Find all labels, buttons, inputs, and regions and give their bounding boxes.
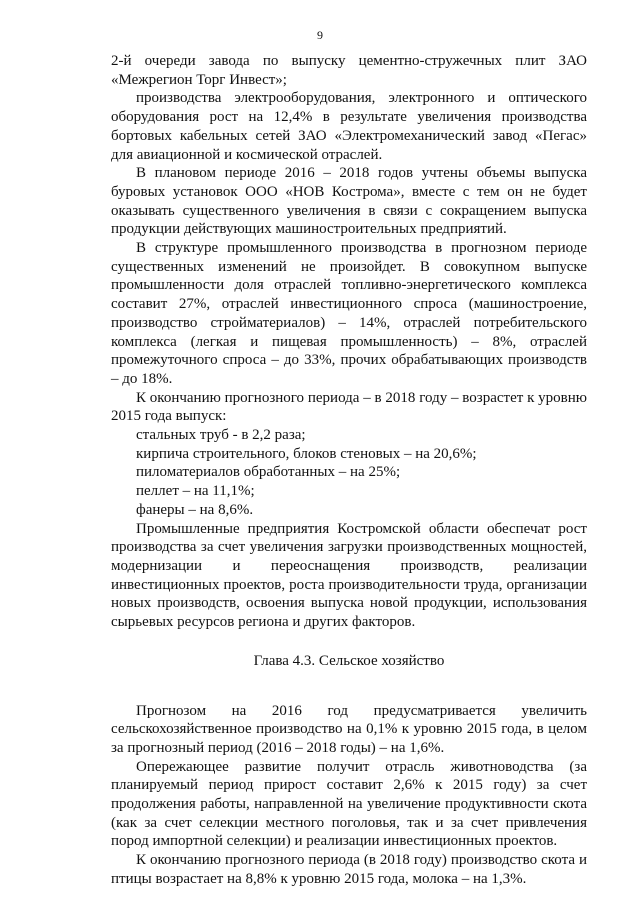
paragraph-end-period: К окончанию прогнозного периода (в 2018 году) производство скота и птицы возрастает на 8,8% к уровню 2015 года, молока – на 1,3%.	[111, 852, 587, 887]
paragraph-planning-period: В плановом периоде 2016 – 2018 годов учтены объемы выпуска буровых установок ООО «НОВ Кострома», вместе с тем он не будет оказывать существенного увеличения в связи с сокращением выпуска продукции действующих машиностроительных предприятий.	[111, 165, 587, 238]
list-item: кирпича строительного, блоков стеновых – на 20,6%;	[136, 445, 477, 462]
paragraph-continuation: 2-й очереди завода по выпуску цементно-стружечных плит ЗАО «Межрегион Торг Инвест»;	[111, 53, 587, 88]
list-item: пеллет – на 11,1%;	[136, 483, 255, 500]
list-item: фанеры – на 8,6%.	[136, 501, 254, 518]
page-number: 9	[317, 28, 323, 42]
paragraph-structure: В структуре промышленного производства в прогнозном периоде существенных изменений не произойдет. В совокупном выпуске промышленности доля отраслей топливно-энергетического комплекса составит 27%, отраслей инвестиционного спроса (машиностроение, производство стройматериалов) – 14%, отраслей потребительского комплекса (легкая и пищевая промышленность) – 8%, отраслей промежуточного спроса – до 33%, прочих обрабатывающих производств – до 18%.	[111, 240, 587, 387]
paragraph-output-intro: К окончанию прогнозного периода – в 2018 году – возрастет к уровню 2015 года выпуск:	[111, 389, 587, 425]
paragraph-forecast: Прогнозом на 2016 год предусматривается увеличить сельскохозяйственное производство на 0,1% к уровню 2015 года, в целом за прогнозный период (2016 – 2018 годы) – на 1,6%.	[111, 702, 587, 756]
paragraph-livestock: Опережающее развитие получит отрасль животноводства (за планируемый период прирост составит 2,6% к 2015 году) за счет продолжения работы, направленной на увеличение продуктивности скота (как за счет селекции местного поголовья, так и за счет привлечения пород импортной селекции) и реализации инвестиционных проектов.	[111, 758, 587, 850]
chapter-heading: Глава 4.3. Сельское хозяйство	[253, 652, 445, 669]
paragraph-enterprises: Промышленные предприятия Костромской области обеспечат рост производства за счет увеличения загрузки производственных мощностей, модернизации и переоснащения производств, реализации инвестиционных проектов, роста производительности труда, организации новых производств, освоения выпуска новой продукции, использования сырьевых ресурсов региона и других факторов.	[111, 520, 587, 631]
list-item: пиломатериалов обработанных – на 25%;	[136, 464, 401, 481]
paragraph-electro: производства электрооборудования, электронного и оптического оборудования рост на 12,4% в результате увеличения производства бортовых кабельных сетей ЗАО «Электромеханический завод «Пегас» для авиационной и космической отраслей.	[111, 90, 587, 163]
document-body	[111, 52, 587, 889]
list-item: стальных труб - в 2,2 раза;	[136, 427, 306, 444]
